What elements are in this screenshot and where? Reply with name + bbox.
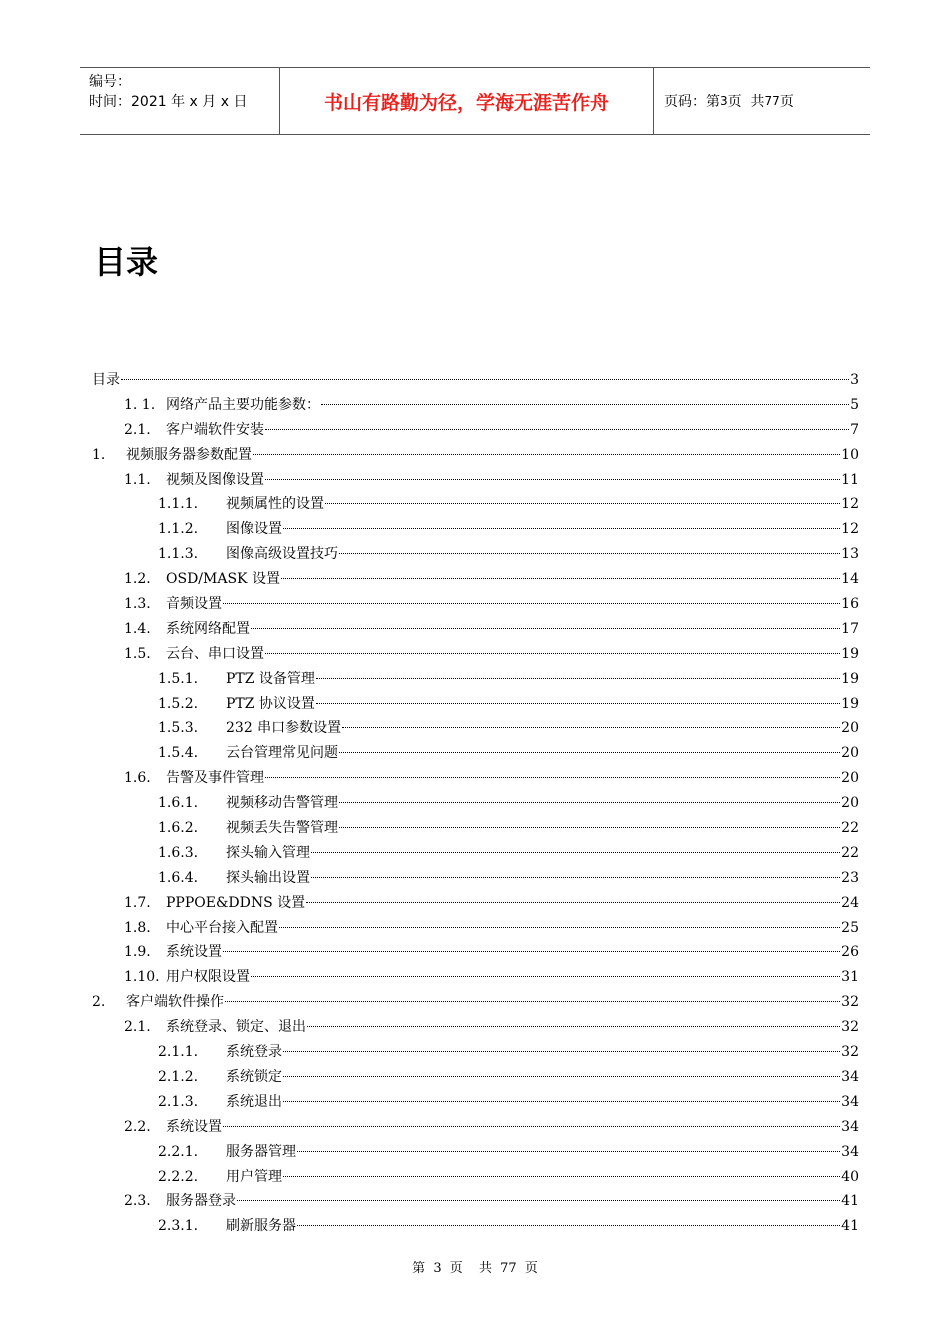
toc-entry-title: 232 串口参数设置	[226, 720, 342, 737]
toc-entry-page: 13	[841, 546, 859, 563]
toc-entry-page: 5	[850, 396, 859, 413]
toc-entry-number: 1.9.	[124, 944, 151, 961]
toc-entry[interactable]	[92, 567, 859, 592]
toc-entry[interactable]	[92, 940, 859, 965]
toc-entry-number: 2.3.	[124, 1193, 151, 1210]
toc-entry-title: 服务器管理	[226, 1143, 296, 1160]
toc-entry[interactable]	[92, 368, 859, 393]
toc-entry[interactable]	[92, 617, 859, 642]
toc-entry[interactable]	[92, 866, 859, 891]
toc-entry-page: 17	[841, 620, 859, 637]
toc-entry-number: 1.1.3.	[158, 546, 199, 563]
toc-dot-leader	[223, 603, 840, 604]
toc-entry[interactable]	[92, 1090, 859, 1115]
toc-entry-page: 20	[841, 795, 859, 812]
toc-entry[interactable]	[92, 891, 859, 916]
footer-current: 3	[433, 1261, 442, 1276]
header-page-current: 3	[720, 94, 728, 108]
toc-entry-page: 31	[841, 969, 859, 986]
toc-entry-number: 2.1.	[124, 1019, 151, 1036]
toc-entry-title: 探头输入管理	[226, 844, 310, 861]
toc-entry-title: 客户端软件安装	[166, 421, 264, 438]
toc-entry-number: 1.6.	[124, 770, 151, 787]
toc-dot-leader	[311, 877, 840, 878]
toc-entry-page: 26	[841, 944, 859, 961]
toc-entry-number: 2.2.	[124, 1118, 151, 1135]
toc-dot-leader	[281, 578, 840, 579]
toc-entry-page: 25	[841, 919, 859, 936]
toc-dot-leader	[283, 1176, 840, 1177]
toc-entry-number: 1.5.2.	[158, 695, 199, 712]
header-time-label: 时间：2021 年 x 月 x 日	[89, 94, 248, 110]
toc-entry-number: 1.6.3.	[158, 844, 199, 861]
toc-dot-leader	[297, 1225, 840, 1226]
toc-entry[interactable]	[92, 965, 859, 990]
toc-entry-title: 系统网络配置	[166, 620, 250, 637]
toc-dot-leader	[253, 454, 840, 455]
toc-entry-page: 20	[841, 720, 859, 737]
toc-entry-page: 20	[841, 745, 859, 762]
toc-dot-leader	[283, 1076, 840, 1077]
toc-entry-number: 1.5.1.	[158, 670, 199, 687]
toc-entry-title: 告警及事件管理	[166, 770, 264, 787]
footer-prefix: 第	[412, 1261, 426, 1276]
header-page-mid: 页 共	[727, 94, 765, 110]
toc-entry-title: 视频及图像设置	[166, 471, 264, 488]
toc-entry-number: 2.3.1.	[158, 1218, 199, 1235]
toc-entry-title: 视频移动告警管理	[226, 795, 338, 812]
toc-dot-leader	[265, 429, 849, 430]
toc-entry-number: 2.1.	[124, 421, 151, 438]
toc-entry-title: 系统设置	[166, 944, 222, 961]
toc-entry-title: PTZ 设备管理	[226, 670, 315, 687]
toc-entry-page: 14	[841, 571, 859, 588]
footer-mid: 页 共	[449, 1261, 492, 1276]
toc-entry-title: 系统登录	[226, 1044, 282, 1061]
toc-entry-page: 41	[841, 1218, 859, 1235]
toc-entry-number: 1.3.	[124, 596, 151, 613]
toc-entry-number: 1.6.2.	[158, 820, 199, 837]
toc-entry-page: 19	[841, 695, 859, 712]
toc-dot-leader	[339, 752, 840, 753]
toc-dot-leader	[342, 727, 840, 728]
toc-entry-number: 1.8.	[124, 919, 151, 936]
toc-entry-title: 用户管理	[226, 1168, 282, 1185]
toc-entry-title: 系统锁定	[226, 1068, 282, 1085]
toc-entry-number: 2.2.1.	[158, 1143, 199, 1160]
toc-entry-number: 1.1.	[124, 471, 151, 488]
toc-entry[interactable]	[92, 393, 859, 418]
toc-entry-number: 1.5.4.	[158, 745, 199, 762]
toc-entry-number: 2.1.1.	[158, 1044, 199, 1061]
toc-dot-leader	[265, 777, 840, 778]
toc-dot-leader	[311, 852, 840, 853]
footer-suffix: 页	[524, 1261, 538, 1276]
toc-entry-title: 网络产品主要功能参数：	[166, 396, 320, 413]
toc-dot-leader	[321, 404, 849, 405]
toc-entry[interactable]	[92, 1040, 859, 1065]
toc-entry-page: 20	[841, 770, 859, 787]
header-meta	[80, 68, 280, 134]
toc-entry-number: 1.5.3.	[158, 720, 199, 737]
toc-dot-leader	[325, 503, 840, 504]
toc-entry[interactable]	[92, 841, 859, 866]
toc-dot-leader	[251, 628, 840, 629]
toc-entry-page: 12	[841, 521, 859, 538]
toc-entry-number: 2.1.3.	[158, 1093, 199, 1110]
toc-entry[interactable]	[92, 916, 859, 941]
toc-entry[interactable]	[92, 1214, 859, 1239]
toc-entry-title: 图像设置	[226, 521, 282, 538]
page-footer	[0, 1257, 950, 1276]
footer-total: 77	[500, 1261, 517, 1276]
toc-entry[interactable]	[92, 667, 859, 692]
toc-entry[interactable]	[92, 791, 859, 816]
toc-entry-page: 34	[841, 1093, 859, 1110]
toc-entry-page: 32	[841, 1044, 859, 1061]
toc-dot-leader	[251, 976, 840, 977]
toc-entry-number: 1.7.	[124, 894, 151, 911]
toc-entry-title: 音频设置	[166, 596, 222, 613]
toc-dot-leader	[283, 1101, 840, 1102]
toc-entry-page: 34	[841, 1068, 859, 1085]
toc-entry-number: 目录	[92, 372, 120, 388]
page-header	[80, 67, 870, 135]
toc-entry-number: 1.5.	[124, 645, 151, 662]
header-page-info	[654, 68, 870, 134]
toc-entry-number: 2.1.2.	[158, 1068, 199, 1085]
toc-entry-title: 用户权限设置	[166, 969, 250, 986]
toc-entry[interactable]	[92, 1015, 859, 1040]
toc-entry[interactable]	[92, 542, 859, 567]
toc-entry[interactable]	[92, 517, 859, 542]
toc-entry-number: 1.6.4.	[158, 869, 199, 886]
toc-entry-page: 40	[841, 1168, 859, 1185]
toc-entry-page: 11	[841, 471, 859, 488]
toc-entry-number: 1.6.1.	[158, 795, 199, 812]
toc-entry-page: 34	[841, 1143, 859, 1160]
toc-entry[interactable]	[92, 468, 859, 493]
toc-dot-leader	[339, 553, 840, 554]
toc-entry-page: 32	[841, 1019, 859, 1036]
toc-entry-page: 3	[850, 372, 859, 388]
toc-dot-leader	[279, 927, 840, 928]
toc-entry-title: 系统登录、锁定、退出	[166, 1019, 306, 1036]
toc-entry-number: 1.1.1.	[158, 496, 199, 513]
toc-dot-leader	[225, 1001, 840, 1002]
toc-entry[interactable]	[92, 1189, 859, 1214]
header-page-prefix: 页码：第	[664, 94, 720, 110]
toc-entry[interactable]	[92, 766, 859, 791]
toc-entry-number: 1. 1.	[124, 396, 156, 413]
toc-entry-title: 视频属性的设置	[226, 496, 324, 513]
toc-entry-title: 服务器登录	[166, 1193, 236, 1210]
toc-entry-page: 24	[841, 894, 859, 911]
toc-entry-page: 7	[850, 421, 859, 438]
toc-entry[interactable]	[92, 443, 859, 468]
toc-entry-title: 视频丢失告警管理	[226, 820, 338, 837]
toc-dot-leader	[316, 678, 840, 679]
toc-entry-number: 1.4.	[124, 620, 151, 637]
toc-entry-number: 1.2.	[124, 571, 151, 588]
header-motto: 书山有路勤为径，学海无涯苦作舟	[323, 91, 609, 114]
toc-dot-leader	[283, 1051, 840, 1052]
toc-dot-leader	[297, 1151, 840, 1152]
toc-entry-title: 云台、串口设置	[166, 645, 264, 662]
toc-entry-number: 1.10.	[124, 969, 160, 986]
toc-dot-leader	[223, 951, 840, 952]
header-motto-cell	[280, 68, 654, 134]
toc-dot-leader	[307, 1026, 840, 1027]
toc-entry-title: 中心平台接入配置	[166, 919, 278, 936]
toc-entry-number: 2.2.2.	[158, 1168, 199, 1185]
toc-entry-title: 系统设置	[166, 1118, 222, 1135]
toc-entry-page: 34	[841, 1118, 859, 1135]
toc-entry-page: 41	[841, 1193, 859, 1210]
toc-entry-title: 系统退出	[226, 1093, 282, 1110]
toc-entry[interactable]	[92, 990, 859, 1015]
toc-entry-title: 图像高级设置技巧	[226, 546, 338, 563]
toc-entry[interactable]	[92, 741, 859, 766]
toc-entry[interactable]	[92, 592, 859, 617]
header-page-suffix: 页	[779, 94, 794, 110]
toc-entry-title: OSD/MASK 设置	[166, 571, 280, 588]
toc-entry[interactable]	[92, 642, 859, 667]
toc-dot-leader	[283, 528, 840, 529]
toc-entry[interactable]	[92, 418, 859, 443]
toc-entry-number: 1.1.2.	[158, 521, 199, 538]
toc-entry-title: 探头输出设置	[226, 869, 310, 886]
toc-dot-leader	[223, 1126, 840, 1127]
toc-entry-page: 19	[841, 645, 859, 662]
toc-entry-page: 16	[841, 596, 859, 613]
toc-entry-page: 22	[841, 844, 859, 861]
toc-entry-title: 视频服务器参数配置	[126, 446, 252, 463]
toc-dot-leader	[339, 802, 840, 803]
toc-entry-page: 10	[841, 446, 859, 463]
toc-dot-leader	[121, 379, 849, 380]
table-of-contents	[92, 368, 859, 1239]
toc-entry[interactable]	[92, 692, 859, 717]
toc-entry-page: 23	[841, 869, 859, 886]
toc-dot-leader	[339, 827, 840, 828]
toc-entry-title: 客户端软件操作	[126, 994, 224, 1011]
toc-entry-page: 12	[841, 496, 859, 513]
toc-entry[interactable]	[92, 1115, 859, 1140]
toc-entry-number: 1.	[92, 446, 106, 463]
toc-entry[interactable]	[92, 492, 859, 517]
toc-entry[interactable]	[92, 716, 859, 741]
toc-dot-leader	[265, 653, 840, 654]
toc-dot-leader	[237, 1200, 840, 1201]
toc-entry-page: 32	[841, 994, 859, 1011]
header-page-total: 77	[764, 94, 780, 108]
toc-entry-number: 2.	[92, 994, 106, 1011]
toc-dot-leader	[316, 703, 840, 704]
toc-entry[interactable]	[92, 1065, 859, 1090]
header-code-label: 编号：	[89, 74, 131, 90]
toc-entry-title: 刷新服务器	[226, 1218, 296, 1235]
page-title: 目录	[94, 243, 159, 281]
toc-entry-title: PTZ 协议设置	[226, 695, 315, 712]
toc-entry-page: 19	[841, 670, 859, 687]
toc-entry[interactable]	[92, 816, 859, 841]
toc-dot-leader	[306, 902, 840, 903]
toc-entry-title: 云台管理常见问题	[226, 745, 338, 762]
toc-entry-title: PPPOE&DDNS 设置	[166, 894, 306, 911]
toc-entry-page: 22	[841, 820, 859, 837]
toc-entry[interactable]	[92, 1140, 859, 1165]
toc-entry[interactable]	[92, 1165, 859, 1190]
toc-dot-leader	[265, 479, 840, 480]
